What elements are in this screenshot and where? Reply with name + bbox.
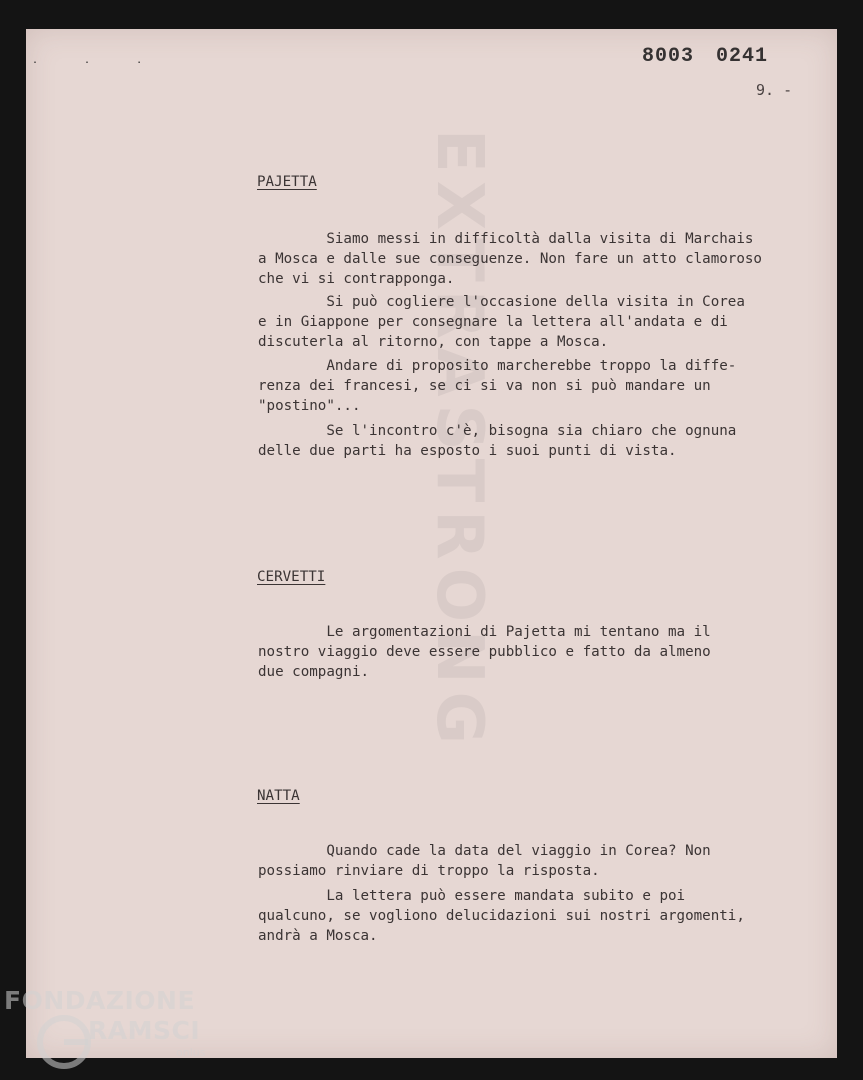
paragraph: Siamo messi in difficoltà dalla visita di Marchais a Mosca e dalle sue conseguenze. Non fare un atto clamoroso che vi si contrapponga. (258, 231, 762, 287)
logo-g-icon (34, 1012, 94, 1072)
paragraph: Andare di proposito marcherebbe troppo la diffe- renza dei francesi, se ci si va non si può mandare un "postino"... (258, 358, 737, 414)
document-page (26, 29, 837, 1058)
hole-punch-marks: . . . (32, 55, 163, 66)
fondazione-gramsci-logo (4, 986, 219, 1076)
speaker-heading-natta: NATTA (257, 788, 300, 804)
archive-number-part-1: 8003 (642, 45, 695, 68)
archive-number (642, 45, 768, 68)
logo-line-3: onlus (176, 1046, 206, 1059)
speaker-heading-cervetti: CERVETTI (257, 569, 326, 585)
paragraph: Si può cogliere l'occasione della visita in Corea e in Giappone per consegnare la lettera all'andata e di discuterla al ritorno, con tappe a Mosca. (258, 294, 745, 350)
logo-line-1: FONDAZIONE (4, 986, 196, 1015)
paragraph: Se l'incontro c'è, bisogna sia chiaro che ognuna delle due parti ha esposto i suoi punti di vista. (258, 423, 737, 459)
paragraph: La lettera può essere mandata subito e poi qualcuno, se vogliono delucidazioni sui nostri argomenti, andrà a Mosca. (258, 888, 745, 944)
speaker-heading-pajetta: PAJETTA (257, 174, 317, 190)
paragraph: Quando cade la data del viaggio in Corea? Non possiamo rinviare di troppo la risposta. (258, 843, 711, 879)
paper-watermark: EXTRASTRONG (422, 129, 496, 753)
logo-line-2: RAMSCI (88, 1016, 201, 1045)
page-number: 9. - (756, 81, 793, 99)
archive-number-part-2: 0241 (716, 45, 769, 68)
paragraph: Le argomentazioni di Pajetta mi tentano ma il nostro viaggio deve essere pubblico e fatto da almeno due compagni. (258, 624, 711, 680)
